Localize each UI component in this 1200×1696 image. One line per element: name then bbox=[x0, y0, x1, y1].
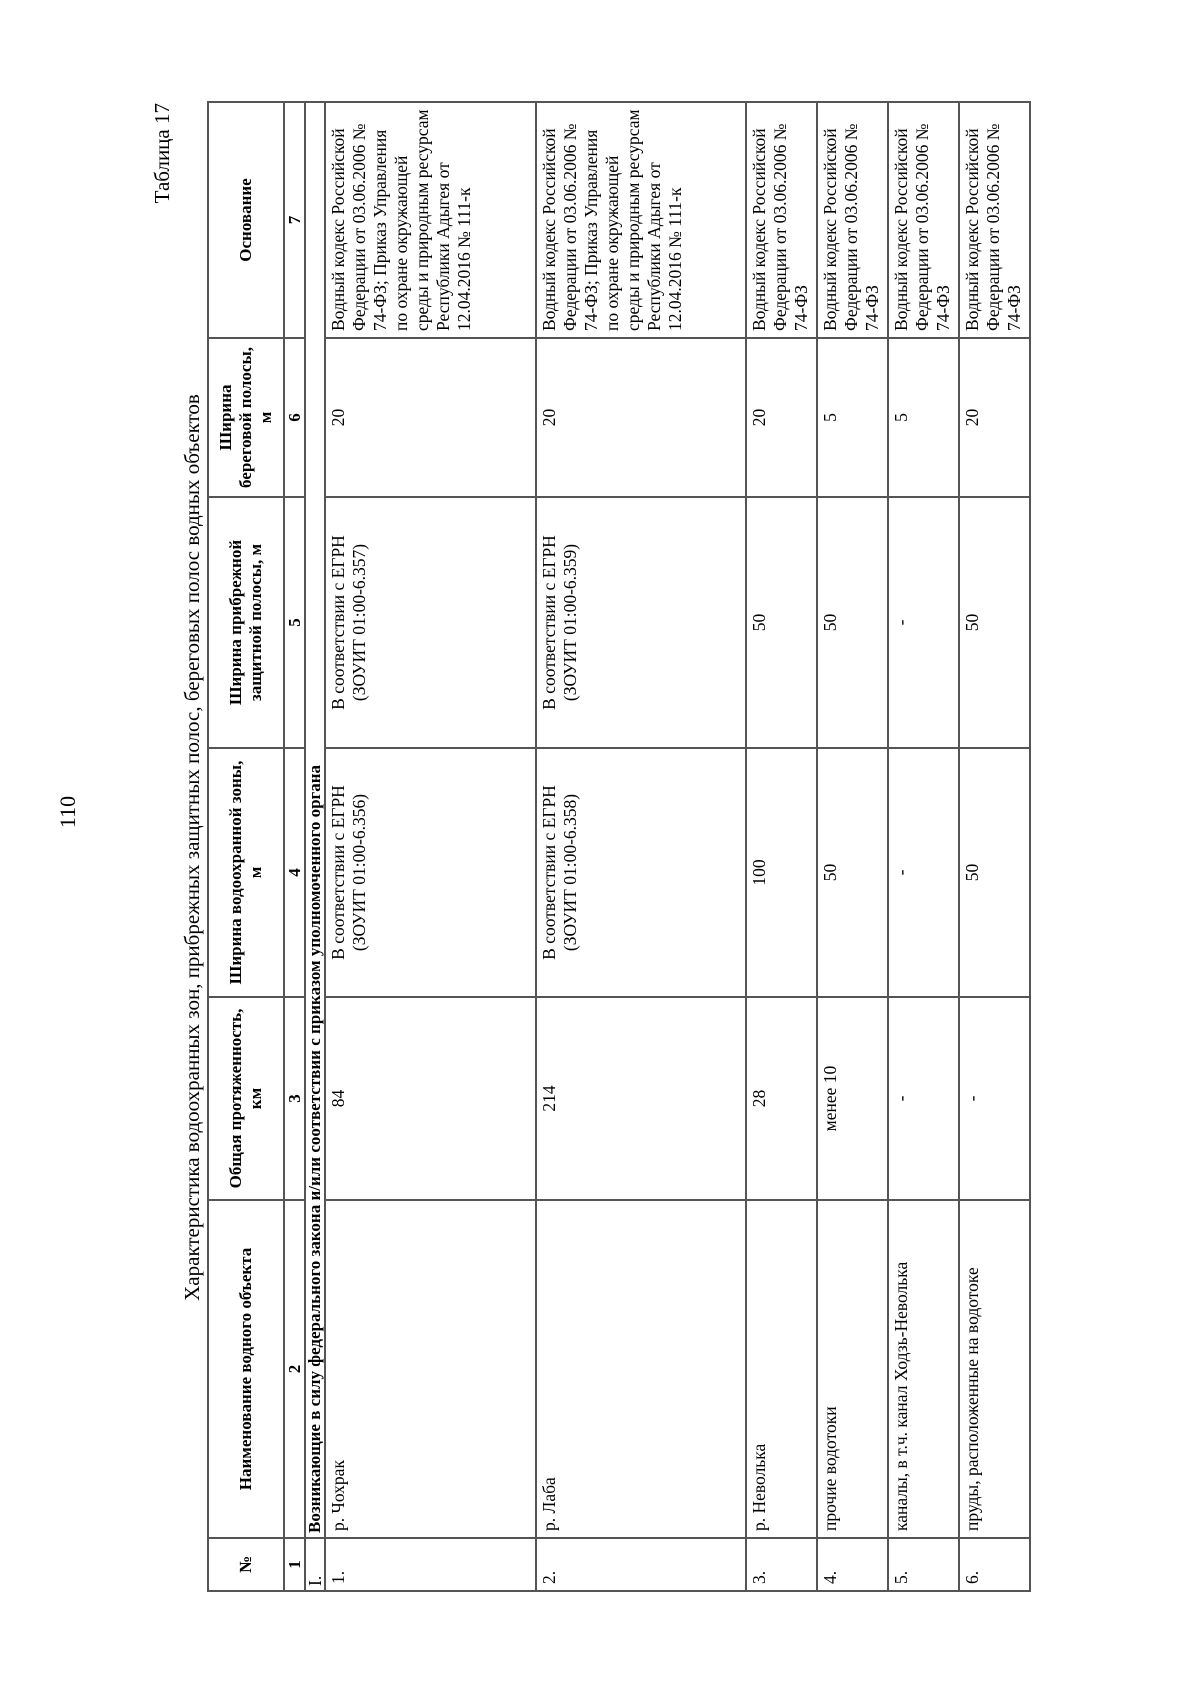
row-basis: Водный кодекс Российской Федерации от 03.06.2006 № 74-ФЗ; Приказ Управления по охране окружающей среды и природным ресурсам Республики Адыгея от 12.04.2016 № 111-к bbox=[325, 102, 536, 338]
header-water-zone: Ширина водоохранной зоны, м bbox=[208, 748, 284, 997]
row-number: 6. bbox=[959, 1538, 1030, 1591]
row-basis: Водный кодекс Российской Федерации от 03.06.2006 № 74-ФЗ; Приказ Управления по охране окружающей среды и природным ресурсам Республики Адыгея от 12.04.2016 № 111-к bbox=[536, 102, 746, 338]
column-numbers-row bbox=[284, 102, 305, 1591]
table-row bbox=[817, 102, 888, 1591]
row-length: - bbox=[888, 997, 959, 1200]
column-number: 7 bbox=[284, 102, 305, 338]
row-water-zone: 50 bbox=[817, 748, 888, 997]
row-protective-strip: В соответствии с ЕГРН (ЗОУИТ 01:00-6.357) bbox=[325, 497, 536, 748]
header-protective-strip: Ширина прибрежной защитной полосы, м bbox=[208, 497, 284, 748]
header-number: № bbox=[208, 1538, 284, 1591]
column-number: 4 bbox=[284, 748, 305, 997]
row-name: р. Лаба bbox=[536, 1200, 746, 1538]
column-number: 3 bbox=[284, 997, 305, 1200]
row-protective-strip: 50 bbox=[817, 497, 888, 748]
row-name: р. Чохрак bbox=[325, 1200, 536, 1538]
page-number: 110 bbox=[55, 795, 80, 829]
section-title: Возникающие в силу федерального закона и/или соответствии с приказом уполномоченного органа bbox=[305, 102, 325, 1538]
column-number: 5 bbox=[284, 497, 305, 748]
row-number: 2. bbox=[536, 1538, 746, 1591]
column-number: 1 bbox=[284, 1538, 305, 1591]
row-protective-strip: - bbox=[888, 497, 959, 748]
table-title: Характеристика водоохранных зон, прибрежных защитных полос, береговых полос водных объектов bbox=[180, 394, 204, 1301]
row-number: 5. bbox=[888, 1538, 959, 1591]
row-water-zone: В соответствии с ЕГРН (ЗОУИТ 01:00-6.358) bbox=[536, 748, 746, 997]
column-number: 2 bbox=[284, 1200, 305, 1538]
row-name: каналы, в т.ч. канал Ходзь-Неволька bbox=[888, 1200, 959, 1538]
row-name: пруды, расположенные на водотоке bbox=[959, 1200, 1030, 1538]
header-row bbox=[208, 102, 284, 1591]
section-number: I. bbox=[305, 1538, 325, 1591]
header-coastal-strip: Ширина береговой полосы, м bbox=[208, 338, 284, 497]
row-name: прочие водотоки bbox=[817, 1200, 888, 1538]
row-coastal-strip: 20 bbox=[959, 338, 1030, 497]
water-zones-table bbox=[207, 101, 1031, 1592]
row-basis: Водный кодекс Российской Федерации от 03.06.2006 № 74-ФЗ bbox=[888, 102, 959, 338]
header-basis: Основание bbox=[208, 102, 284, 338]
row-length: 84 bbox=[325, 997, 536, 1200]
column-number: 6 bbox=[284, 338, 305, 497]
row-water-zone: - bbox=[888, 748, 959, 997]
row-basis: Водный кодекс Российской Федерации от 03.06.2006 № 74-ФЗ bbox=[746, 102, 817, 338]
row-basis: Водный кодекс Российской Федерации от 03.06.2006 № 74-ФЗ bbox=[959, 102, 1030, 338]
table-row bbox=[888, 102, 959, 1591]
row-water-zone: 100 bbox=[746, 748, 817, 997]
row-coastal-strip: 20 bbox=[746, 338, 817, 497]
row-length: менее 10 bbox=[817, 997, 888, 1200]
row-name: р. Неволька bbox=[746, 1200, 817, 1538]
header-name: Наименование водного объекта bbox=[208, 1200, 284, 1538]
table-label: Таблица 17 bbox=[150, 103, 174, 204]
row-number: 1. bbox=[325, 1538, 536, 1591]
row-length: - bbox=[959, 997, 1030, 1200]
row-basis: Водный кодекс Российской Федерации от 03.06.2006 № 74-ФЗ bbox=[817, 102, 888, 338]
table-row bbox=[325, 102, 536, 1591]
table-row bbox=[536, 102, 746, 1591]
row-coastal-strip: 5 bbox=[817, 338, 888, 497]
row-protective-strip: 50 bbox=[746, 497, 817, 748]
section-row bbox=[305, 102, 325, 1591]
row-length: 28 bbox=[746, 997, 817, 1200]
row-number: 4. bbox=[817, 1538, 888, 1591]
header-length: Общая протяженность, км bbox=[208, 997, 284, 1200]
row-water-zone: В соответствии с ЕГРН (ЗОУИТ 01:00-6.356) bbox=[325, 748, 536, 997]
row-water-zone: 50 bbox=[959, 748, 1030, 997]
table-row bbox=[959, 102, 1030, 1591]
table-row bbox=[746, 102, 817, 1591]
row-coastal-strip: 20 bbox=[536, 338, 746, 497]
row-number: 3. bbox=[746, 1538, 817, 1591]
row-coastal-strip: 20 bbox=[325, 338, 536, 497]
row-protective-strip: 50 bbox=[959, 497, 1030, 748]
row-coastal-strip: 5 bbox=[888, 338, 959, 497]
row-protective-strip: В соответствии с ЕГРН (ЗОУИТ 01:00-6.359) bbox=[536, 497, 746, 748]
row-length: 214 bbox=[536, 997, 746, 1200]
